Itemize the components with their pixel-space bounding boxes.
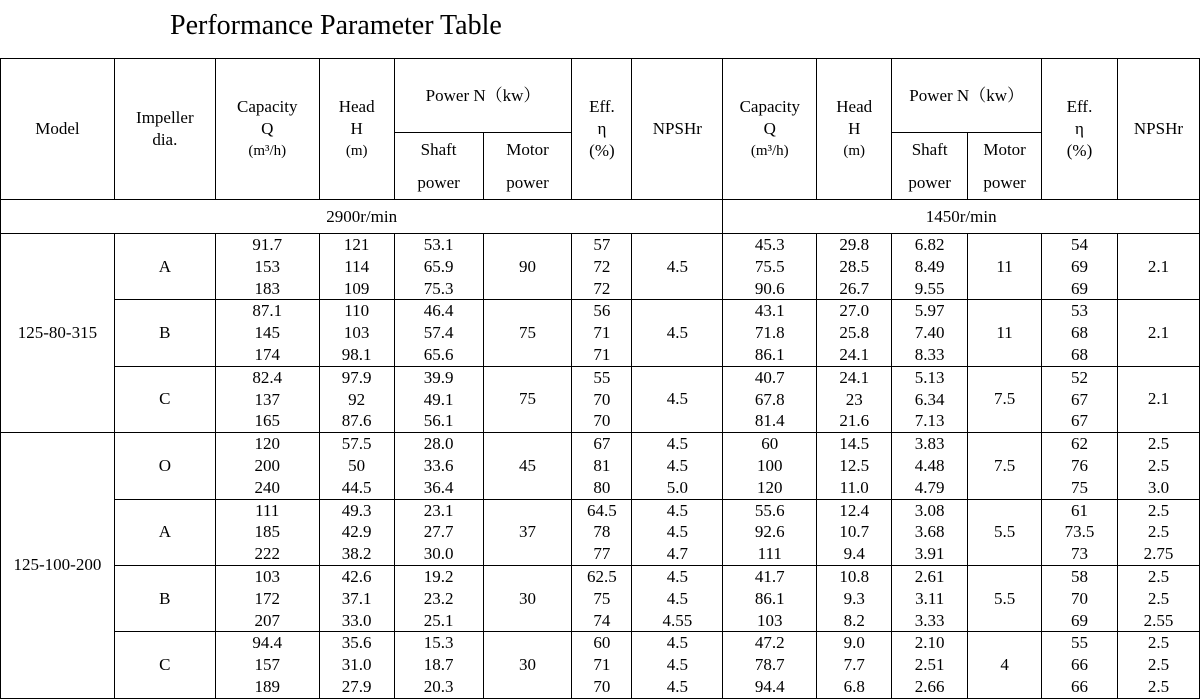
cell-motor2: 11 <box>968 300 1042 366</box>
cell-eff2: 53 68 68 <box>1042 300 1118 366</box>
cell-shaft: 23.1 27.7 30.0 <box>394 499 483 565</box>
cell-eff2: 58 70 69 <box>1042 565 1118 631</box>
cell-shaft2: 2.10 2.51 2.66 <box>892 632 968 698</box>
cell-eff2: 52 67 67 <box>1042 366 1118 432</box>
cell-motor2: 4 <box>968 632 1042 698</box>
table-row <box>1 565 1200 631</box>
header-npshr-2: NPSHr <box>1117 59 1199 200</box>
cell-npshr2: 2.1 <box>1117 300 1199 366</box>
header-power-2: Power N（kw） <box>892 59 1042 133</box>
cell-shaft: 28.0 33.6 36.4 <box>394 433 483 499</box>
header-capacity: Capacity Q (m³/h) <box>215 59 319 200</box>
header-model: Model <box>1 59 115 200</box>
cell-head: 57.5 50 44.5 <box>319 433 394 499</box>
cell-shaft: 19.2 23.2 25.1 <box>394 565 483 631</box>
header-capacity-2: Capacity Q (m³/h) <box>723 59 817 200</box>
table-row <box>1 433 1200 499</box>
cell-shaft: 46.4 57.4 65.6 <box>394 300 483 366</box>
cell-eff: 60 71 70 <box>572 632 632 698</box>
cell-cap2: 47.2 78.7 94.4 <box>723 632 817 698</box>
cell-cap2: 41.7 86.1 103 <box>723 565 817 631</box>
cell-eff: 55 70 70 <box>572 366 632 432</box>
impeller-dia: C <box>114 366 215 432</box>
speed-2900: 2900r/min <box>1 200 723 234</box>
cell-cap2: 55.6 92.6 111 <box>723 499 817 565</box>
model-name: 125-80-315 <box>1 234 115 433</box>
header-npshr: NPSHr <box>632 59 723 200</box>
header-shaft-power-2: Shaft power <box>892 133 968 200</box>
cell-shaft: 39.9 49.1 56.1 <box>394 366 483 432</box>
cell-cap: 82.4 137 165 <box>215 366 319 432</box>
page-title: Performance Parameter Table <box>170 10 502 41</box>
performance-table <box>0 58 1200 699</box>
impeller-dia: A <box>114 234 215 300</box>
cell-head: 49.3 42.9 38.2 <box>319 499 394 565</box>
impeller-dia: C <box>114 632 215 698</box>
cell-head2: 27.0 25.8 24.1 <box>817 300 892 366</box>
cell-head: 35.6 31.0 27.9 <box>319 632 394 698</box>
cell-npshr2: 2.5 2.5 2.5 <box>1117 632 1199 698</box>
header-head: Head H (m) <box>319 59 394 200</box>
header-shaft-power: Shaft power <box>394 133 483 200</box>
cell-shaft2: 3.08 3.68 3.91 <box>892 499 968 565</box>
cell-npshr: 4.5 <box>632 300 723 366</box>
cell-cap: 120 200 240 <box>215 433 319 499</box>
cell-eff2: 54 69 69 <box>1042 234 1118 300</box>
cell-npshr: 4.5 <box>632 366 723 432</box>
cell-shaft2: 2.61 3.11 3.33 <box>892 565 968 631</box>
cell-head2: 29.8 28.5 26.7 <box>817 234 892 300</box>
cell-eff2: 55 66 66 <box>1042 632 1118 698</box>
cell-shaft2: 6.82 8.49 9.55 <box>892 234 968 300</box>
header-head-2: Head H (m) <box>817 59 892 200</box>
cell-motor: 37 <box>483 499 572 565</box>
impeller-dia: B <box>114 565 215 631</box>
cell-head2: 9.0 7.7 6.8 <box>817 632 892 698</box>
cell-npshr2: 2.5 2.5 2.75 <box>1117 499 1199 565</box>
cell-npshr: 4.5 4.5 4.55 <box>632 565 723 631</box>
table-row <box>1 499 1200 565</box>
header-impeller: Impeller dia. <box>114 59 215 200</box>
cell-shaft: 15.3 18.7 20.3 <box>394 632 483 698</box>
cell-head: 121 114 109 <box>319 234 394 300</box>
cell-npshr: 4.5 <box>632 234 723 300</box>
cell-cap: 91.7 153 183 <box>215 234 319 300</box>
cell-head: 97.9 92 87.6 <box>319 366 394 432</box>
table-row <box>1 234 1200 300</box>
cell-cap: 103 172 207 <box>215 565 319 631</box>
cell-shaft2: 5.97 7.40 8.33 <box>892 300 968 366</box>
header-eff-2: Eff. η (%) <box>1042 59 1118 200</box>
cell-shaft2: 5.13 6.34 7.13 <box>892 366 968 432</box>
header-motor-power-2: Motor power <box>968 133 1042 200</box>
cell-motor2: 7.5 <box>968 366 1042 432</box>
cell-motor: 90 <box>483 234 572 300</box>
cell-motor: 30 <box>483 632 572 698</box>
cell-shaft2: 3.83 4.48 4.79 <box>892 433 968 499</box>
cell-cap: 87.1 145 174 <box>215 300 319 366</box>
cell-eff2: 62 76 75 <box>1042 433 1118 499</box>
cell-cap2: 60 100 120 <box>723 433 817 499</box>
cell-head2: 24.1 23 21.6 <box>817 366 892 432</box>
cell-motor2: 5.5 <box>968 499 1042 565</box>
cell-motor2: 5.5 <box>968 565 1042 631</box>
cell-cap2: 43.1 71.8 86.1 <box>723 300 817 366</box>
cell-eff: 56 71 71 <box>572 300 632 366</box>
cell-cap2: 40.7 67.8 81.4 <box>723 366 817 432</box>
impeller-dia: O <box>114 433 215 499</box>
cell-npshr2: 2.5 2.5 2.55 <box>1117 565 1199 631</box>
cell-head: 42.6 37.1 33.0 <box>319 565 394 631</box>
header-eff: Eff. η (%) <box>572 59 632 200</box>
cell-npshr2: 2.1 <box>1117 366 1199 432</box>
cell-head2: 10.8 9.3 8.2 <box>817 565 892 631</box>
cell-motor: 75 <box>483 300 572 366</box>
speed-1450: 1450r/min <box>723 200 1200 234</box>
table-row <box>1 300 1200 366</box>
header-power: Power N（kw） <box>394 59 572 133</box>
cell-cap: 94.4 157 189 <box>215 632 319 698</box>
cell-eff: 67 81 80 <box>572 433 632 499</box>
cell-eff: 62.5 75 74 <box>572 565 632 631</box>
cell-shaft: 53.1 65.9 75.3 <box>394 234 483 300</box>
impeller-dia: B <box>114 300 215 366</box>
impeller-dia: A <box>114 499 215 565</box>
cell-motor: 75 <box>483 366 572 432</box>
cell-motor2: 11 <box>968 234 1042 300</box>
cell-npshr: 4.5 4.5 4.7 <box>632 499 723 565</box>
cell-eff2: 61 73.5 73 <box>1042 499 1118 565</box>
table-row <box>1 366 1200 432</box>
table-row <box>1 632 1200 698</box>
cell-npshr: 4.5 4.5 5.0 <box>632 433 723 499</box>
cell-motor2: 7.5 <box>968 433 1042 499</box>
header-motor-power: Motor power <box>483 133 572 200</box>
cell-npshr2: 2.5 2.5 3.0 <box>1117 433 1199 499</box>
cell-npshr2: 2.1 <box>1117 234 1199 300</box>
cell-eff: 57 72 72 <box>572 234 632 300</box>
cell-head2: 14.5 12.5 11.0 <box>817 433 892 499</box>
cell-npshr: 4.5 4.5 4.5 <box>632 632 723 698</box>
cell-head2: 12.4 10.7 9.4 <box>817 499 892 565</box>
cell-eff: 64.5 78 77 <box>572 499 632 565</box>
cell-motor: 30 <box>483 565 572 631</box>
cell-cap: 111 185 222 <box>215 499 319 565</box>
cell-head: 110 103 98.1 <box>319 300 394 366</box>
model-name: 125-100-200 <box>1 433 115 699</box>
cell-motor: 45 <box>483 433 572 499</box>
cell-cap2: 45.3 75.5 90.6 <box>723 234 817 300</box>
